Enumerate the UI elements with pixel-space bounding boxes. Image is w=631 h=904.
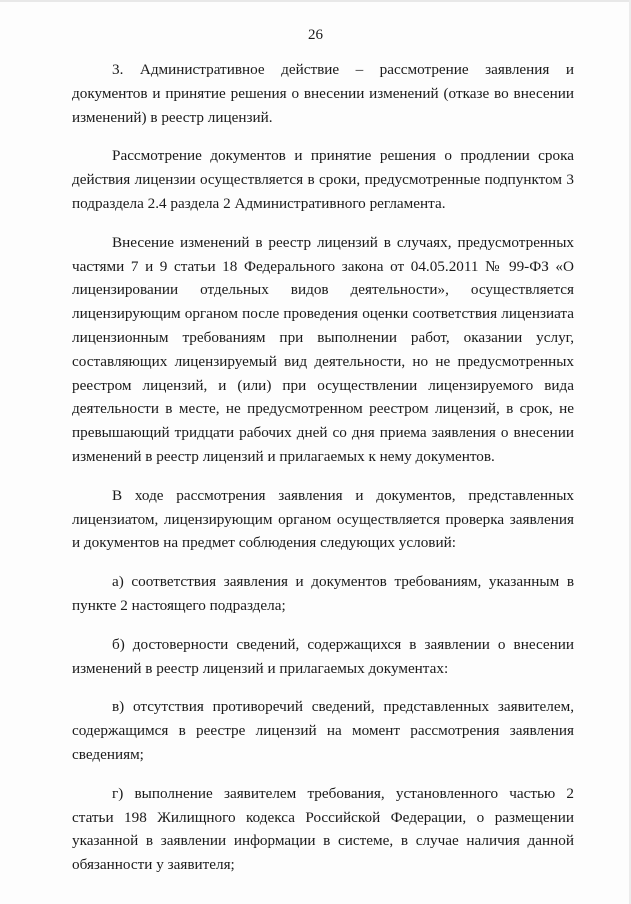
list-item-v: в) отсутствия противоречий сведений, представленных заявителем, содержащимся в реестре лицензий на момент рассмотрения заявления сведениям; <box>72 698 574 763</box>
scan-edge-top <box>0 0 631 2</box>
paragraph-license-extension: Рассмотрение документов и принятие решения о продлении срока действия лицензии осуществляется в сроки, предусмотренные подпунктом 3 подраздела 2.4 раздела 2 Административного регламента. <box>72 147 574 212</box>
page-number: 26 <box>308 27 323 43</box>
document-body <box>72 58 574 877</box>
list-item-a: а) соответствия заявления и документов требованиям, указанным в пункте 2 настоящего подраздела; <box>72 573 574 614</box>
paragraph-review-conditions: В ходе рассмотрения заявления и документов, представленных лицензиатом, лицензирующим органом осуществляется проверка заявления и документов на предмет соблюдения следующих условий: <box>72 486 574 552</box>
paragraph-registry-changes: Внесение изменений в реестр лицензий в случаях, предусмотренных частями 7 и 9 статьи 18 Федерального закона от 04.05.2011 № 99-ФЗ «О лицензировании отдельных видов деятельности», осуществляется лицензирующим органом после проведения оценки соответствия лицензиата лицензионным требованиям при выполнении работ, оказании услуг, составляющих лицензируемый вид деятельности, но не предусмотренных реестром лицензий, и (или) при осуществлении лицензируемого вида деятельности в месте, не предусмотренном реестром лицензий, в срок, не превышающий тридцати рабочих дней со дня приема заявления о внесении изменений в реестр лицензий и прилагаемых к нему документов. <box>72 233 574 465</box>
paragraph-administrative-action: 3. Административное действие – рассмотрение заявления и документов и принятие решения о внесении изменений (отказе во внесении изменений) в реестр лицензий. <box>72 61 574 126</box>
list-item-b: б) достоверности сведений, содержащихся в заявлении о внесении изменений в реестр лицензий и прилагаемых документах: <box>72 635 574 677</box>
list-item-g: г) выполнение заявителем требования, установленного частью 2 статьи 198 Жилищного кодекса Российской Федерации, о размещении указанной в заявлении информации в системе, в случае наличия данной обязанности у заявителя; <box>72 784 574 874</box>
